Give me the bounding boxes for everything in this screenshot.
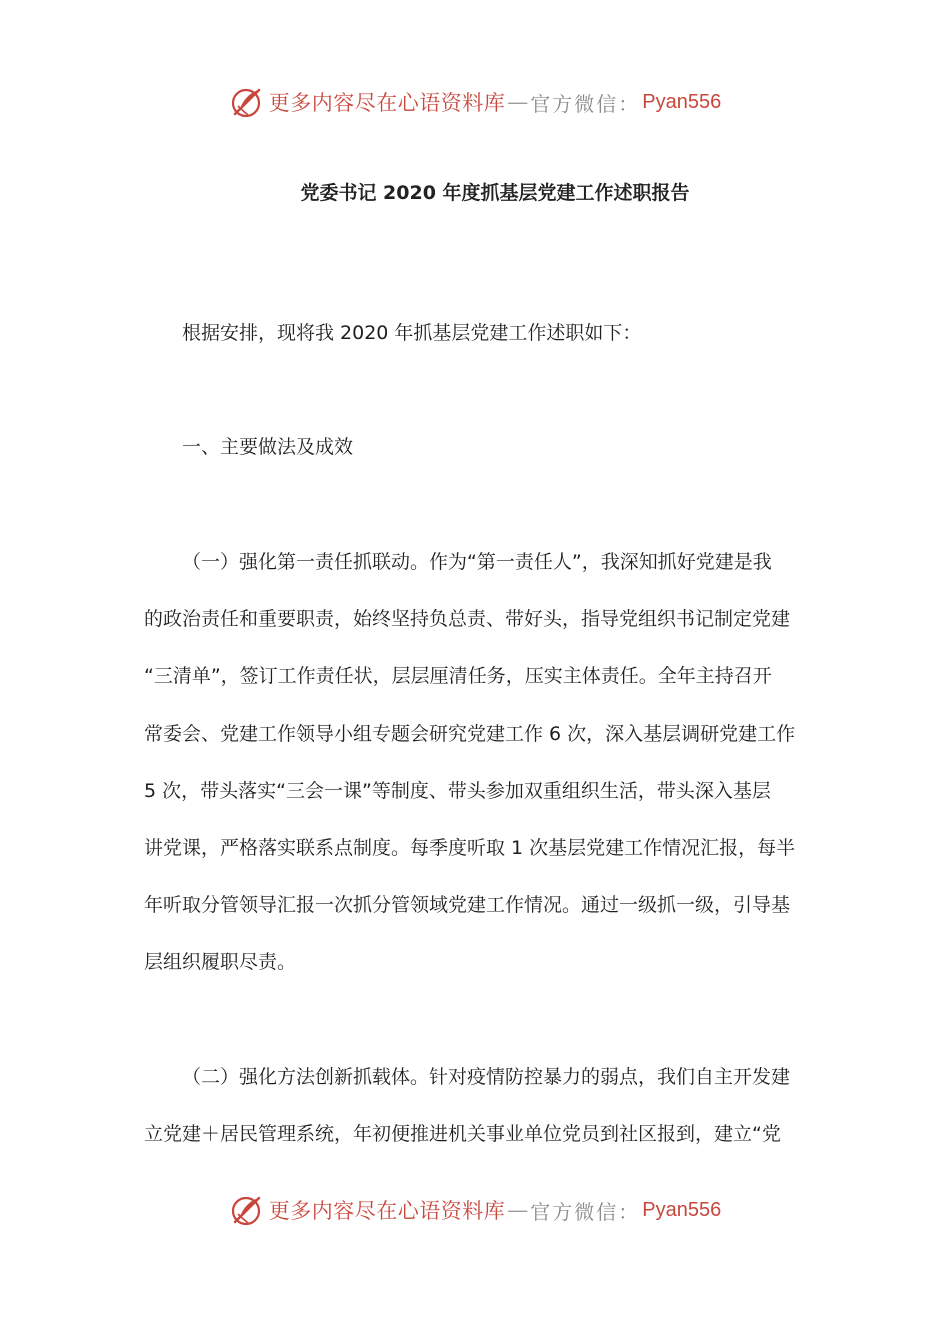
wechat-id: Pyan556 (642, 1198, 722, 1221)
paragraph-line: 年听取分管领导汇报一次抓分管领域党建工作情况。通过一级抓一级，引导基 (144, 894, 791, 917)
wechat-label: 官方微信： (530, 91, 641, 116)
quill-pen-logo-icon (229, 1192, 265, 1228)
paragraph-line: 立党建＋居民管理系统，年初便推进机关事业单位党员到社区报到，建立“党 (144, 1123, 781, 1146)
paragraph-line: 常委会、党建工作领导小组专题会研究党建工作 6 次，深入基层调研党建工作 (144, 722, 795, 745)
banner-separator: — (507, 1198, 529, 1222)
paragraph-line: 讲党课，严格落实联系点制度。每季度听取 1 次基层党建工作情况汇报，每半 (144, 836, 795, 859)
intro-text: 根据安排，现将我 2020 年抓基层党建工作述职如下： (182, 322, 642, 344)
paragraph-line: 层组织履职尽责。 (144, 951, 297, 974)
wechat-id: Pyan556 (642, 90, 722, 113)
banner-slogan: 更多内容尽在心语资料库 (268, 1199, 506, 1223)
paragraph-line: 的政治责任和重要职责，始终坚持负总责、带好头，指导党组织书记制定党建 (144, 608, 791, 631)
header-banner (0, 82, 950, 122)
banner-slogan: 更多内容尽在心语资料库 (268, 91, 506, 115)
paragraph-line: （二）强化方法创新抓载体。针对疫情防控暴力的弱点，我们自主开发建 (182, 1066, 791, 1088)
quill-pen-logo-icon (229, 84, 265, 120)
paragraph-1 (144, 534, 795, 992)
intro-paragraph (144, 305, 795, 362)
paragraph-line: “三清单”，签订工作责任状，层层厘清任务，压实主体责任。全年主持召开 (144, 665, 772, 688)
document-title: 党委书记 2020 年度抓基层党建工作述职报告 (300, 182, 690, 204)
paragraph-line: 5 次，带头落实“三会一课”等制度、带头参加双重组织生活，带头深入基层 (144, 779, 771, 802)
banner-separator: — (507, 90, 529, 114)
paragraph-2 (144, 1049, 795, 1163)
footer-banner (0, 1190, 950, 1230)
section-heading (144, 419, 795, 476)
paragraph-line: （一）强化第一责任抓联动。作为“第一责任人”，我深知抓好党建是我 (182, 551, 772, 573)
section1-heading: 一、主要做法及成效 (182, 436, 354, 458)
wechat-label: 官方微信： (530, 1199, 641, 1224)
